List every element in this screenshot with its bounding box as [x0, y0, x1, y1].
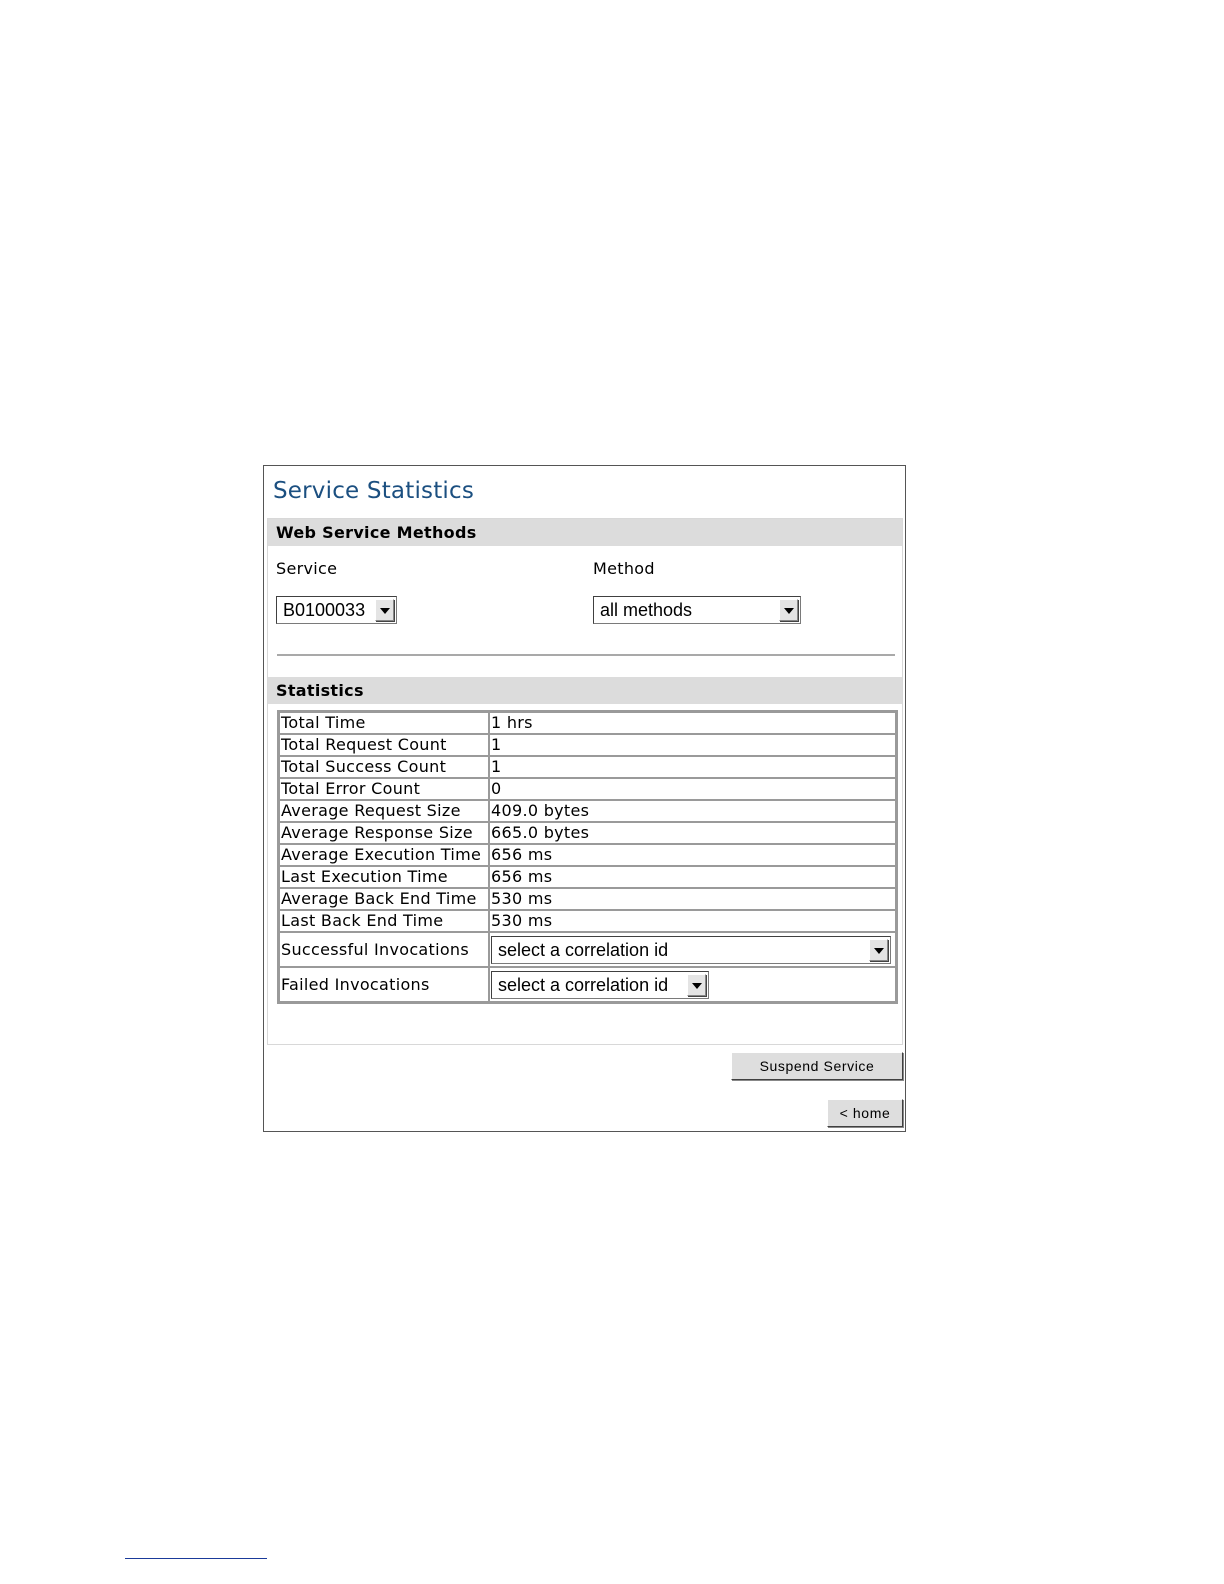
successful-invocations-cell [489, 932, 896, 967]
method-select[interactable] [593, 596, 801, 624]
table-row [279, 888, 896, 910]
successful-invocations-select-value: select a correlation id [498, 939, 669, 960]
failed-invocations-cell [489, 967, 896, 1002]
stat-value: 530 ms [489, 910, 896, 932]
stat-label: Average Execution Time [279, 844, 489, 866]
home-button[interactable]: < home [827, 1099, 903, 1127]
table-row [279, 800, 896, 822]
page-title: Service Statistics [273, 478, 475, 504]
table-row [279, 756, 896, 778]
table-row [279, 932, 896, 967]
stat-label: Total Success Count [279, 756, 489, 778]
table-row [279, 734, 896, 756]
stat-label: Average Response Size [279, 822, 489, 844]
service-label: Service [276, 559, 338, 578]
chevron-down-icon[interactable] [869, 939, 888, 961]
footnote-divider [125, 1558, 267, 1559]
method-label: Method [593, 559, 655, 578]
stat-value: 656 ms [489, 866, 896, 888]
method-select-value: all methods [600, 600, 693, 620]
stat-value: 530 ms [489, 888, 896, 910]
section-divider [277, 654, 895, 656]
stat-label: Total Error Count [279, 778, 489, 800]
failed-invocations-label: Failed Invocations [279, 967, 489, 1002]
stat-value: 0 [489, 778, 896, 800]
failed-invocations-select[interactable] [491, 971, 709, 999]
stat-label: Last Execution Time [279, 866, 489, 888]
service-select-value: B0100033 [283, 600, 366, 620]
successful-invocations-label: Successful Invocations [279, 932, 489, 967]
stat-value: 665.0 bytes [489, 822, 896, 844]
stat-label: Average Back End Time [279, 888, 489, 910]
stat-label: Total Request Count [279, 734, 489, 756]
table-row [279, 844, 896, 866]
failed-invocations-select-value: select a correlation id [498, 974, 669, 995]
web-service-methods-header: Web Service Methods [268, 519, 902, 546]
service-statistics-panel [263, 465, 906, 1132]
statistics-table [277, 710, 898, 1004]
stat-value: 1 [489, 734, 896, 756]
table-row [279, 712, 896, 734]
chevron-down-icon[interactable] [375, 599, 394, 621]
service-select[interactable] [276, 596, 397, 624]
table-row [279, 778, 896, 800]
successful-invocations-select[interactable] [491, 936, 891, 964]
stat-label: Total Time [279, 712, 489, 734]
web-service-methods-section [267, 518, 903, 1045]
statistics-header: Statistics [268, 677, 902, 704]
suspend-service-button[interactable]: Suspend Service [731, 1052, 903, 1080]
chevron-down-icon[interactable] [687, 974, 706, 996]
table-row [279, 822, 896, 844]
stat-value: 1 hrs [489, 712, 896, 734]
table-row [279, 910, 896, 932]
stat-label: Average Request Size [279, 800, 489, 822]
stat-value: 409.0 bytes [489, 800, 896, 822]
table-row [279, 866, 896, 888]
stat-value: 1 [489, 756, 896, 778]
stat-label: Last Back End Time [279, 910, 489, 932]
chevron-down-icon[interactable] [779, 599, 798, 621]
table-row [279, 967, 896, 1002]
stat-value: 656 ms [489, 844, 896, 866]
